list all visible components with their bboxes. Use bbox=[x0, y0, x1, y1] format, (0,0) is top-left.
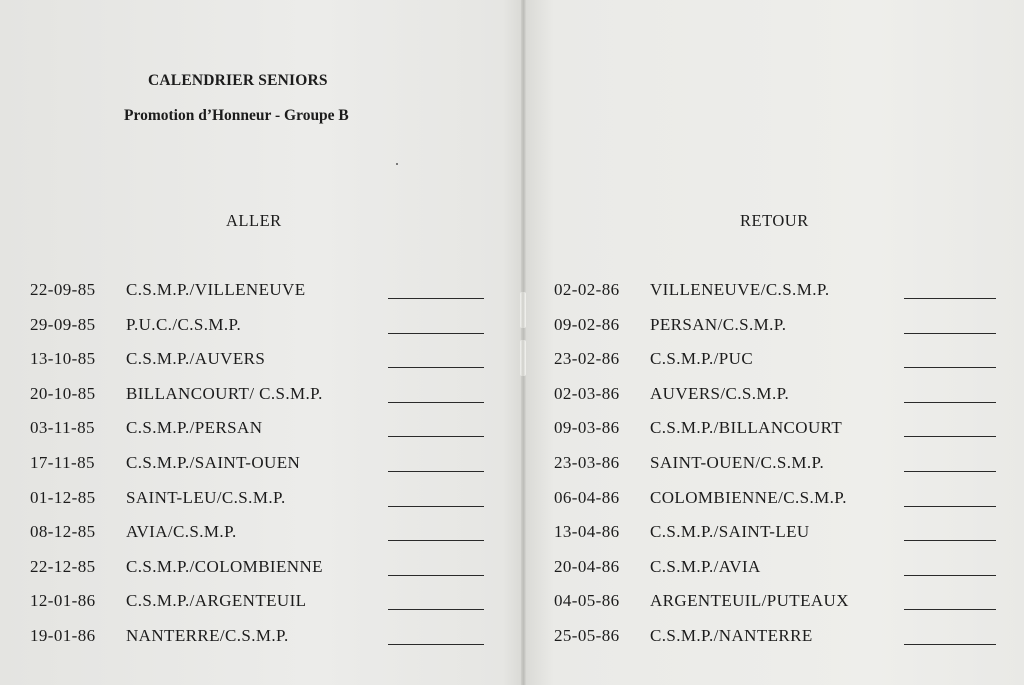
score-blank-line bbox=[904, 506, 996, 507]
score-blank-line bbox=[904, 436, 996, 437]
match-teams: C.S.M.P./NANTERRE bbox=[650, 626, 813, 645]
score-blank-line bbox=[388, 506, 484, 507]
score-blank-line bbox=[388, 298, 484, 299]
match-row bbox=[30, 384, 490, 410]
match-row bbox=[30, 591, 490, 617]
match-row bbox=[554, 384, 1004, 410]
score-blank-line bbox=[904, 471, 996, 472]
match-row bbox=[554, 626, 1004, 652]
match-row bbox=[554, 280, 1004, 306]
score-blank-line bbox=[388, 471, 484, 472]
match-row bbox=[554, 418, 1004, 444]
match-row bbox=[30, 522, 490, 548]
match-teams: P.U.C./C.S.M.P. bbox=[126, 314, 242, 334]
score-blank-line bbox=[388, 644, 484, 645]
match-date: 22-09-85 bbox=[30, 280, 96, 299]
match-row bbox=[554, 315, 1004, 341]
score-blank-line bbox=[388, 402, 484, 403]
match-date: 09-03-86 bbox=[554, 418, 620, 438]
match-teams: ARGENTEUIL/PUTEAUX bbox=[650, 591, 849, 611]
match-row bbox=[30, 557, 490, 583]
match-date: 03-11-85 bbox=[30, 418, 95, 438]
score-blank-line bbox=[904, 333, 996, 334]
match-teams: C.S.M.P./AUVERS bbox=[126, 349, 266, 369]
match-date: 08-12-85 bbox=[30, 522, 96, 542]
match-date: 20-10-85 bbox=[30, 383, 96, 403]
match-date: 13-04-86 bbox=[554, 522, 620, 542]
match-teams: C.S.M.P./SAINT-LEU bbox=[650, 522, 810, 542]
match-row bbox=[554, 591, 1004, 617]
page-title: CALENDRIER SENIORS bbox=[148, 72, 328, 89]
score-blank-line bbox=[904, 609, 996, 610]
match-date: 02-02-86 bbox=[554, 280, 620, 299]
match-teams: C.S.M.P./ARGENTEUIL bbox=[126, 591, 307, 611]
score-blank-line bbox=[904, 575, 996, 576]
score-blank-line bbox=[904, 402, 996, 403]
match-teams: C.S.M.P./VILLENEUVE bbox=[126, 280, 306, 299]
match-teams: SAINT-OUEN/C.S.M.P. bbox=[650, 453, 825, 472]
score-blank-line bbox=[904, 540, 996, 541]
match-teams: COLOMBIENNE/C.S.M.P. bbox=[650, 487, 847, 507]
match-date: 12-01-86 bbox=[30, 591, 96, 611]
section-heading-aller: ALLER bbox=[226, 211, 282, 230]
match-teams: C.S.M.P./SAINT-OUEN bbox=[126, 453, 301, 472]
score-blank-line bbox=[388, 367, 484, 368]
match-date: 23-03-86 bbox=[554, 453, 620, 472]
match-row bbox=[554, 522, 1004, 548]
match-row bbox=[554, 557, 1004, 583]
match-date: 01-12-85 bbox=[30, 487, 96, 507]
right-page bbox=[524, 0, 1024, 685]
section-heading-retour: RETOUR bbox=[740, 211, 809, 230]
match-date: 04-05-86 bbox=[554, 591, 620, 611]
match-teams: C.S.M.P./PUC bbox=[650, 349, 754, 369]
staple-bottom bbox=[520, 340, 526, 376]
match-teams: C.S.M.P./BILLANCOURT bbox=[650, 418, 843, 438]
match-teams: BILLANCOURT/ C.S.M.P. bbox=[126, 383, 323, 403]
match-teams: C.S.M.P./PERSAN bbox=[126, 418, 263, 438]
match-date: 29-09-85 bbox=[30, 314, 96, 334]
match-date: 09-02-86 bbox=[554, 314, 620, 334]
score-blank-line bbox=[388, 609, 484, 610]
score-blank-line bbox=[904, 298, 996, 299]
match-teams: C.S.M.P./AVIA bbox=[650, 556, 761, 576]
score-blank-line bbox=[388, 540, 484, 541]
match-date: 06-04-86 bbox=[554, 487, 620, 507]
match-row bbox=[30, 418, 490, 444]
score-blank-line bbox=[904, 644, 996, 645]
match-date: 25-05-86 bbox=[554, 626, 620, 645]
page-subtitle: Promotion d’Honneur - Groupe B bbox=[124, 107, 349, 124]
match-teams: AUVERS/C.S.M.P. bbox=[650, 383, 790, 403]
match-row bbox=[30, 315, 490, 341]
score-blank-line bbox=[388, 436, 484, 437]
match-teams: NANTERRE/C.S.M.P. bbox=[126, 626, 289, 645]
match-teams: VILLENEUVE/C.S.M.P. bbox=[650, 280, 830, 299]
match-date: 13-10-85 bbox=[30, 349, 96, 369]
match-teams: AVIA/C.S.M.P. bbox=[126, 522, 237, 542]
match-date: 20-04-86 bbox=[554, 556, 620, 576]
print-speck bbox=[396, 163, 398, 165]
score-blank-line bbox=[388, 333, 484, 334]
match-date: 23-02-86 bbox=[554, 349, 620, 369]
match-teams: C.S.M.P./COLOMBIENNE bbox=[126, 556, 323, 576]
match-row bbox=[30, 453, 490, 479]
match-date: 19-01-86 bbox=[30, 626, 96, 645]
match-row bbox=[554, 488, 1004, 514]
score-blank-line bbox=[388, 575, 484, 576]
match-row bbox=[30, 349, 490, 375]
match-row bbox=[30, 280, 490, 306]
match-row bbox=[554, 349, 1004, 375]
match-teams: PERSAN/C.S.M.P. bbox=[650, 314, 787, 334]
match-date: 02-03-86 bbox=[554, 383, 620, 403]
match-date: 17-11-85 bbox=[30, 453, 95, 472]
match-row bbox=[30, 626, 490, 652]
score-blank-line bbox=[904, 367, 996, 368]
match-date: 22-12-85 bbox=[30, 556, 96, 576]
staple-top bbox=[520, 292, 526, 328]
match-teams: SAINT-LEU/C.S.M.P. bbox=[126, 487, 286, 507]
match-row bbox=[554, 453, 1004, 479]
match-row bbox=[30, 488, 490, 514]
